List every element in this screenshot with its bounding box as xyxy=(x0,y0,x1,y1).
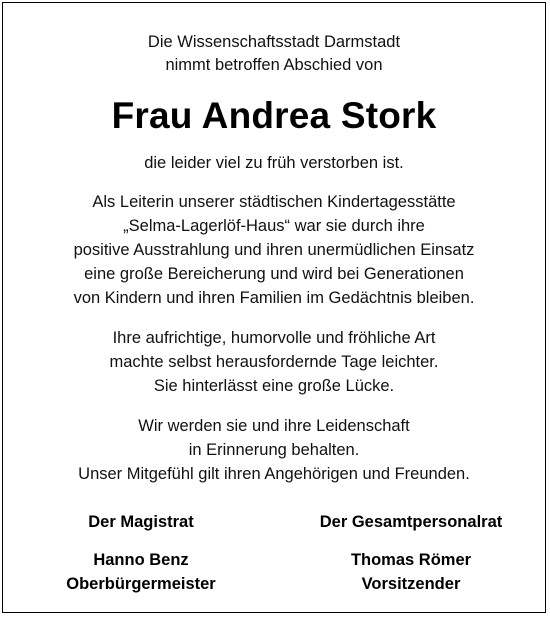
paragraph-line: Ihre aufrichtige, humorvolle und fröhliche Art xyxy=(112,329,436,347)
paragraph-line: „Selma-Lagerlöf-Haus“ war sie durch ihre xyxy=(123,217,425,235)
paragraph-line: machte selbst herausfordernde Tage leichter. xyxy=(109,353,439,371)
paragraph-line: Sie hinterlässt eine große Lücke. xyxy=(153,377,395,395)
paragraph-line: in Erinnerung behalten. xyxy=(188,441,360,459)
intro-line: Die Wissenschaftsstadt Darmstadt xyxy=(147,33,401,51)
signature-right xyxy=(281,510,541,596)
signature-name: Thomas Römer xyxy=(350,551,472,569)
subtitle: die leider viel zu früh verstorben ist. xyxy=(144,154,404,172)
deceased-name: Frau Andrea Stork xyxy=(111,95,437,136)
paragraph-line: Als Leiterin unserer städtischen Kindertagesstätte xyxy=(92,193,456,211)
paragraph-condolence xyxy=(3,414,545,486)
intro-text xyxy=(3,31,545,77)
intro-line: nimmt betroffen Abschied von xyxy=(165,56,383,74)
paragraph-character xyxy=(3,326,545,398)
paragraph-line: eine große Bereicherung und wird bei Generationen xyxy=(84,265,464,283)
notice-body xyxy=(3,3,545,486)
signature-organization: Der Magistrat xyxy=(88,513,194,531)
paragraph-line: Wir werden sie und ihre Leidenschaft xyxy=(138,417,410,435)
paragraph-line: positive Ausstrahlung und ihren unermüdlichen Einsatz xyxy=(73,241,475,259)
signature-title: Vorsitzender xyxy=(361,575,461,593)
signature-left xyxy=(11,510,271,596)
paragraph-line: von Kindern und ihren Familien im Gedächtnis bleiben. xyxy=(73,289,475,307)
obituary-notice xyxy=(2,2,546,613)
signature-name: Hanno Benz xyxy=(93,551,189,569)
paragraph-tribute xyxy=(3,190,545,310)
signature-title: Oberbürgermeister xyxy=(66,575,216,593)
signature-organization: Der Gesamtpersonalrat xyxy=(319,513,503,531)
paragraph-line: Unser Mitgefühl gilt ihren Angehörigen und Freunden. xyxy=(78,465,470,483)
